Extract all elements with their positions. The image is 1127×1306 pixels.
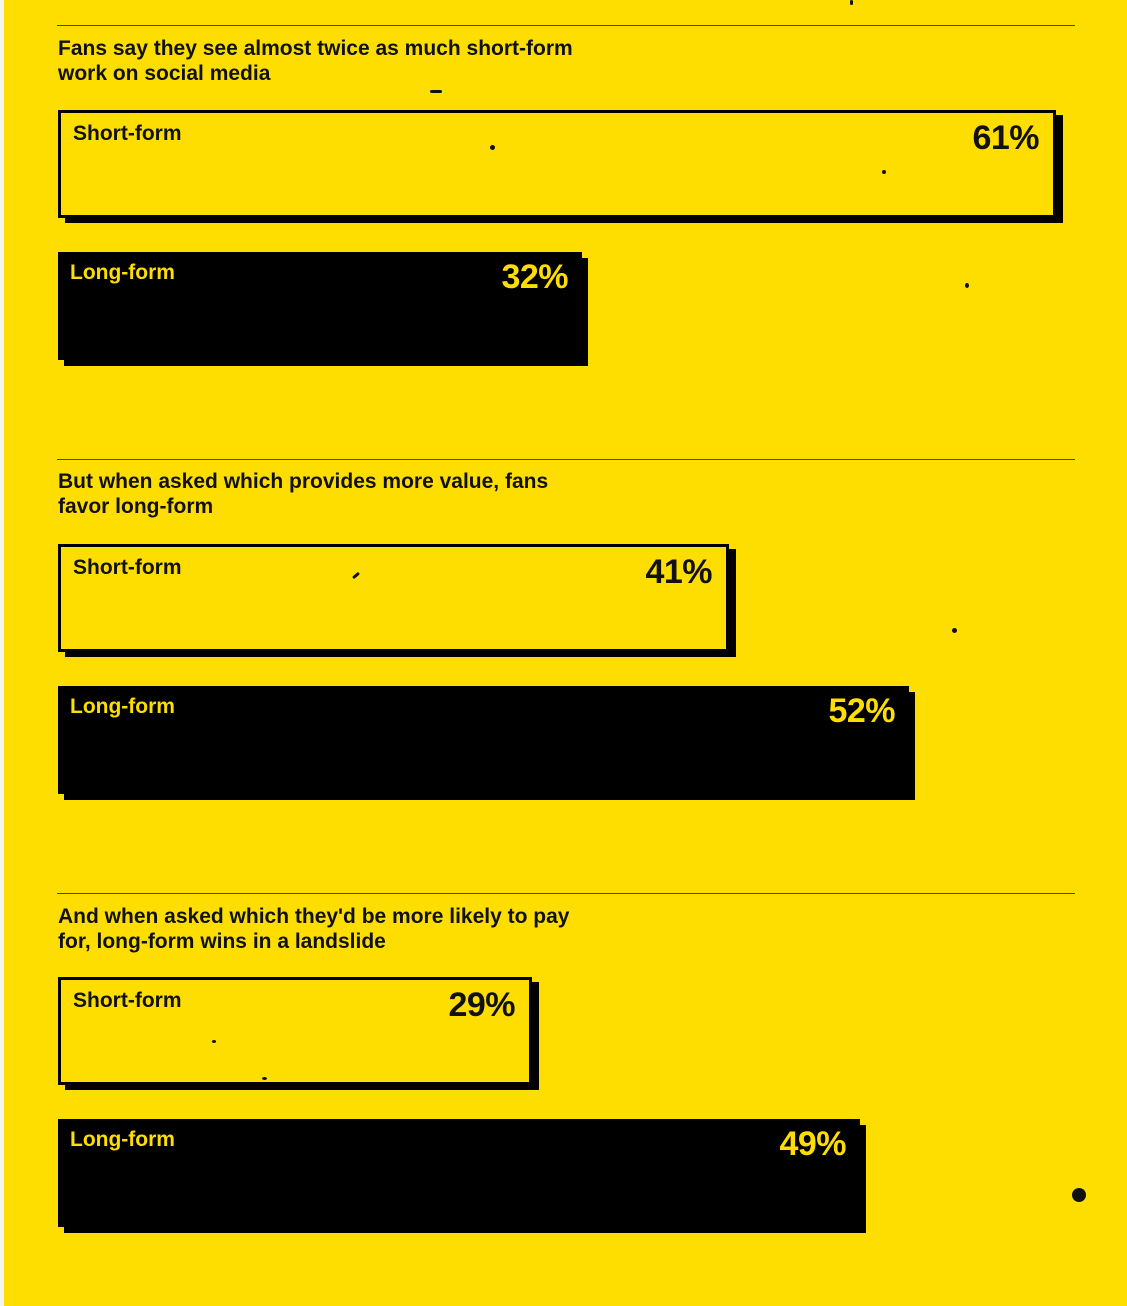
bar <box>58 110 1056 218</box>
bar <box>58 977 532 1085</box>
section-divider <box>57 893 1075 894</box>
data-label: 61% <box>972 119 1039 157</box>
bar-label: Long-form <box>70 1128 175 1151</box>
ink-speck <box>262 1077 267 1080</box>
data-label: 32% <box>501 258 568 296</box>
bar <box>58 686 909 794</box>
bar-label: Long-form <box>70 261 175 284</box>
section-divider <box>57 25 1075 26</box>
ink-speck <box>952 628 957 633</box>
data-label: 29% <box>448 986 515 1024</box>
bar-label: Short-form <box>73 122 182 145</box>
ink-speck <box>212 1040 216 1043</box>
ink-speck <box>965 283 969 288</box>
ink-speck <box>430 90 442 93</box>
ink-speck <box>490 145 495 150</box>
data-label: 41% <box>645 553 712 591</box>
data-label: 52% <box>828 692 895 730</box>
ink-speck <box>1072 1188 1086 1202</box>
bar <box>58 1119 860 1227</box>
bar-label: Long-form <box>70 695 175 718</box>
data-label: 49% <box>779 1125 846 1163</box>
chart-title: Fans say they see almost twice as much short-form work on social media <box>58 37 573 85</box>
chart-title: And when asked which they'd be more likely to pay for, long-form wins in a landslide <box>58 905 570 953</box>
chart-title: But when asked which provides more value, fans favor long-form <box>58 470 549 518</box>
bar-label: Short-form <box>73 989 182 1012</box>
section-divider <box>57 459 1075 460</box>
ink-speck <box>850 0 853 5</box>
bar <box>58 252 582 360</box>
bar-label: Short-form <box>73 556 182 579</box>
bar <box>58 544 729 652</box>
ink-speck <box>882 170 886 174</box>
left-edge <box>0 0 4 1306</box>
